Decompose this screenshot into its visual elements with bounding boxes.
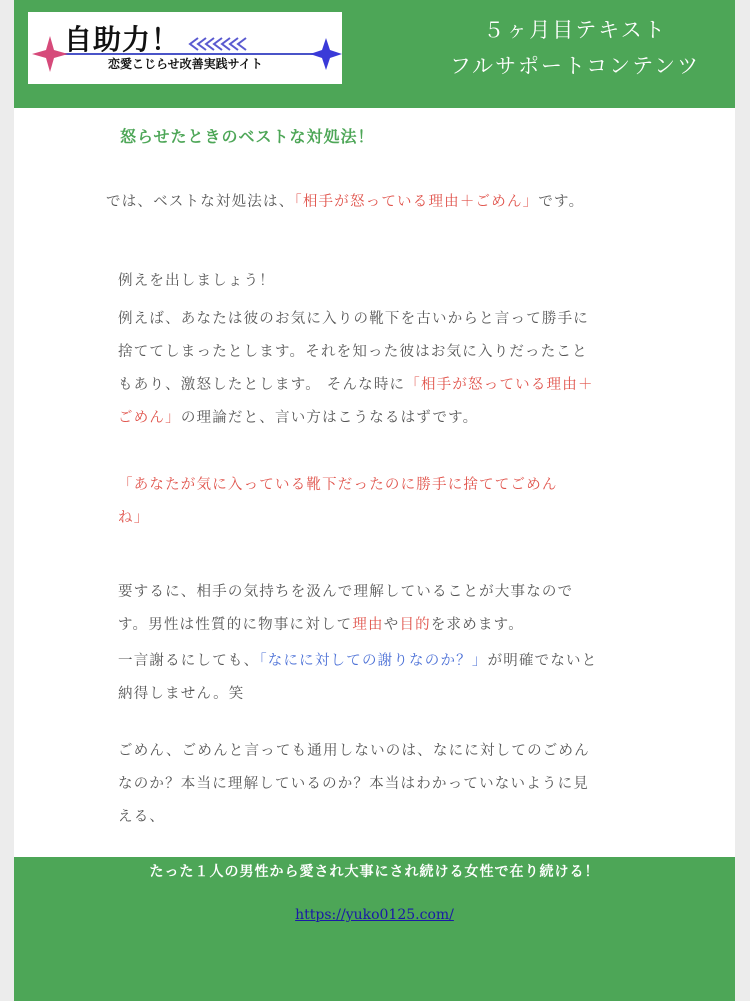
intro-highlight: 「相手が怒っている理由＋ごめん」 xyxy=(294,194,539,210)
example-line-4: ごめん」の理論だと、言い方はこうなるはずです。 xyxy=(118,410,479,426)
quote-block xyxy=(118,469,558,535)
page xyxy=(14,0,735,1001)
header-line-2: フルサポートコンテンツ xyxy=(449,54,701,78)
summary-line-2: す。男性は性質的に物事に対して理由や目的を求めます。 xyxy=(118,617,524,633)
quote-line-2: ね」 xyxy=(118,510,150,526)
example-highlight-b: ごめん」 xyxy=(118,410,181,426)
logo-title: 自助力！ xyxy=(64,23,181,56)
intro-text-c: です。 xyxy=(538,194,585,210)
section-heading: 怒らせたときのベストな対処法！ xyxy=(120,127,375,146)
footer-bar xyxy=(14,857,735,1001)
paragraph-summary xyxy=(118,576,573,642)
example-line-1: 例えば、あなたは彼のお気に入りの靴下を古いからと言って勝手に xyxy=(118,311,589,327)
header-bar xyxy=(14,0,735,108)
example-line-3: もあり、激怒したとします。 そんな時に「相手が怒っている理由＋ xyxy=(118,377,594,393)
conclusion-line-2: なのか？本当に理解しているのか？本当はわかっていないように見 xyxy=(118,776,589,792)
footer-site-link[interactable]: https://yuko0125.com/ xyxy=(295,907,454,923)
header-title xyxy=(435,12,715,84)
reason-highlight: 理由 xyxy=(352,617,384,633)
paragraph-apology xyxy=(118,645,597,711)
header-line-1: ５ヶ月目テキスト xyxy=(483,18,667,42)
example-line-2: 捨ててしまったとします。それを知った彼はお気に入りだったこと xyxy=(118,344,588,360)
apology-highlight: 「なにに対しての謝りなのか？」 xyxy=(259,653,488,669)
purpose-highlight: 目的 xyxy=(399,617,431,633)
paragraph-conclusion xyxy=(118,735,590,834)
quote-line-1: 「あなたが気に入っている靴下だったのに勝手に捨ててごめん xyxy=(118,477,558,493)
example-highlight-a: 「相手が怒っている理由＋ xyxy=(405,377,594,393)
apology-line-2: 納得しません。笑 xyxy=(118,686,245,702)
footer-tagline: たった１人の男性から愛され大事にされ続ける女性で在り続ける！ xyxy=(149,864,600,880)
summary-line-1: 要するに、相手の気持ちを汲んで理解していることが大事なので xyxy=(118,584,574,600)
apology-line-1: 一言謝るにしても、「なにに対しての謝りなのか？」が明確でないと xyxy=(118,653,598,669)
conclusion-line-1: ごめん、ごめんと言っても通用しないのは、なにに対してのごめん xyxy=(118,743,590,759)
paragraph-example-lead: 例えを出しましょう！ xyxy=(118,273,275,289)
site-logo[interactable] xyxy=(28,12,342,84)
paragraph-intro xyxy=(106,186,584,219)
logo-subtitle: 恋愛こじらせ改善実践サイト xyxy=(108,57,263,71)
intro-text-a: では、ベストな対処法は、 xyxy=(106,194,295,210)
paragraph-example xyxy=(118,303,594,435)
conclusion-line-3: える、 xyxy=(118,809,166,825)
